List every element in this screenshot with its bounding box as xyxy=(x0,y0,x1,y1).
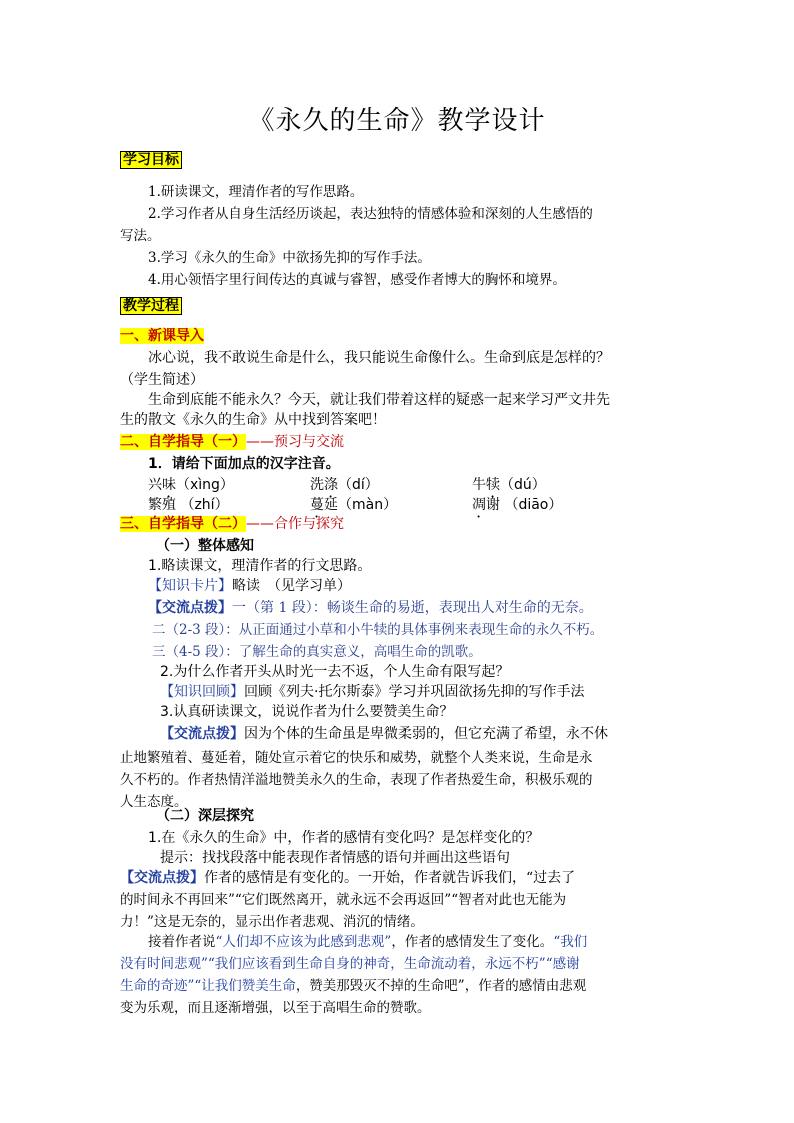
tip-text-2: 二（2-3 段）：从正面通过小草和小牛犊的具体事例来表现生命的永久不朽。 xyxy=(152,622,604,638)
section-1-para-1a: 冰心说，我不敢说生命是什么，我只能说生命像什么。生命到底是怎样的？ xyxy=(148,350,610,366)
section-1-para-2a: 生命到底能不能永久？今天，就让我们带着这样的疑惑一起来学习严文井先 xyxy=(148,392,610,408)
hint-text: 提示：找找段落中能表现作者情感的语句并画出这些语句 xyxy=(160,850,510,866)
word-item: 兴味（xìng） xyxy=(148,477,234,493)
word-item: 凋谢 （diāo） xyxy=(472,497,563,513)
tip-label: 【交流点拨】 xyxy=(148,600,232,616)
section-1-heading: 一、新课导入 xyxy=(120,328,204,344)
section-1-para-1b: （学生简述） xyxy=(120,372,204,388)
question-4: 1.在《永久的生命》中，作者的感情有变化吗？是怎样变化的？ xyxy=(148,830,540,846)
para-5-line-2: 没有时间悲观”“我们应该看到生命自身的神奇，生命流动着，永远不朽”“感谢 xyxy=(120,956,580,972)
goals-heading: 学习目标 xyxy=(120,151,182,169)
word-item: 洗涤（dí） xyxy=(310,477,379,493)
process-heading: 教学过程 xyxy=(120,297,182,315)
knowledge-card-label: 【知识卡片】 xyxy=(148,578,232,594)
para-5-line-4: 变为乐观，而且逐渐增强，以至于高唱生命的赞歌。 xyxy=(120,1000,431,1016)
para-5-line-3: 生命的奇迹”“让我们赞美生命，赞美那毁灭不掉的生命吧”，作者的感情由悲观 xyxy=(120,978,587,994)
goal-item-1: 1.研读课文，理清作者的写作思路。 xyxy=(148,184,364,200)
pinyin-question: 1．请给下面加点的汉字注音。 xyxy=(148,456,340,472)
word-item: 蔓延（màn） xyxy=(310,497,398,513)
answer-3-text-c: 久不朽的。作者热情洋溢地赞美永久的生命，表现了作者热爱生命，积极乐观的 xyxy=(120,772,593,788)
tip-row-1 xyxy=(148,598,708,618)
tip-label: 【交流点拨】 xyxy=(120,870,204,886)
question-2: 2.为什么作者开头从时光一去不返，个人生命有限写起？ xyxy=(160,664,510,680)
section-2-subtitle: ——预习与交流 xyxy=(246,434,344,450)
subsection-overall: （一）整体感知 xyxy=(156,538,254,554)
answer-4-text-a: 作者的感情是有变化的。一开始，作者就告诉我们，“过去了 xyxy=(204,870,576,886)
section-2-heading: 二、自学指导（一） xyxy=(120,434,246,450)
word-item: 繁殖 （zhí） xyxy=(148,497,229,513)
para-5-line-1: 接着作者说“人们却不应该为此感到悲观”，作者的感情发生了变化。“我们 xyxy=(148,934,588,950)
goal-item-3: 3.学习《永久的生命》中欲扬先抑的写作手法。 xyxy=(148,250,431,266)
section-1-para-2b: 生的散文《永久的生命》从中找到答案吧！ xyxy=(120,412,386,428)
answer-3-text-b: 止地繁殖着、蔓延着，随处宣示着它的快乐和威势，就整个人类来说，生命是永 xyxy=(120,750,593,766)
goal-item-2-cont: 写法。 xyxy=(120,228,161,244)
tip-text-1: 一（第 1 段）：畅谈生命的易逝，表现出人对生命的无奈。 xyxy=(232,600,593,616)
knowledge-card-row xyxy=(148,576,708,596)
section-3-heading-row xyxy=(120,514,680,534)
answer-4-row-1 xyxy=(120,868,680,888)
word-item: 牛犊（dú） xyxy=(472,477,546,493)
answer-3-row-1 xyxy=(160,724,720,744)
document-title: 《永久的生命》教学设计 xyxy=(248,106,546,136)
answer-3-text-d: 人生态度。 xyxy=(120,794,188,810)
section-3-heading: 三、自学指导（二） xyxy=(120,516,246,532)
subsection-deep: （二）深层探究 xyxy=(156,808,254,824)
knowledge-review-text: 回顾《列夫·托尔斯泰》学习并巩固欲扬先抑的写作手法 xyxy=(244,684,585,700)
section-1-heading-row xyxy=(120,326,680,346)
answer-3-text-a: 因为个体的生命虽是卑微柔弱的，但它充满了希望，永不休 xyxy=(244,726,608,742)
process-heading-row xyxy=(120,296,680,316)
answer-4-text-c: 力！”这是无奈的，显示出作者悲观、消沉的情绪。 xyxy=(120,914,424,930)
question-3: 3.认真研读课文，说说作者为什么要赞美生命？ xyxy=(160,704,454,720)
goals-heading-row xyxy=(120,150,680,170)
section-2-heading-row xyxy=(120,432,680,452)
knowledge-card-text: 略读 （见学习单） xyxy=(232,578,351,594)
tip-text-3: 三（4-5 段）：了解生命的真实意义，高唱生命的凯歌。 xyxy=(152,644,482,660)
section-3-subtitle: ——合作与探究 xyxy=(246,516,344,532)
knowledge-review-label: 【知识回顾】 xyxy=(160,684,244,700)
goal-item-4: 4.用心领悟字里行间传达的真诚与睿智，感受作者博大的胸怀和境界。 xyxy=(148,272,566,288)
goal-item-2: 2.学习作者从自身生活经历谈起，表达独特的情感体验和深刻的人生感悟的 xyxy=(148,206,593,222)
question-1: 1.略读课文，理清作者的行文思路。 xyxy=(148,558,372,574)
knowledge-review-row xyxy=(160,682,720,702)
tip-label: 【交流点拨】 xyxy=(160,726,244,742)
answer-4-text-b: 的时间永不再回来”“它们既然离开，就永远不会再返回”“智者对此也无能为 xyxy=(120,892,567,908)
